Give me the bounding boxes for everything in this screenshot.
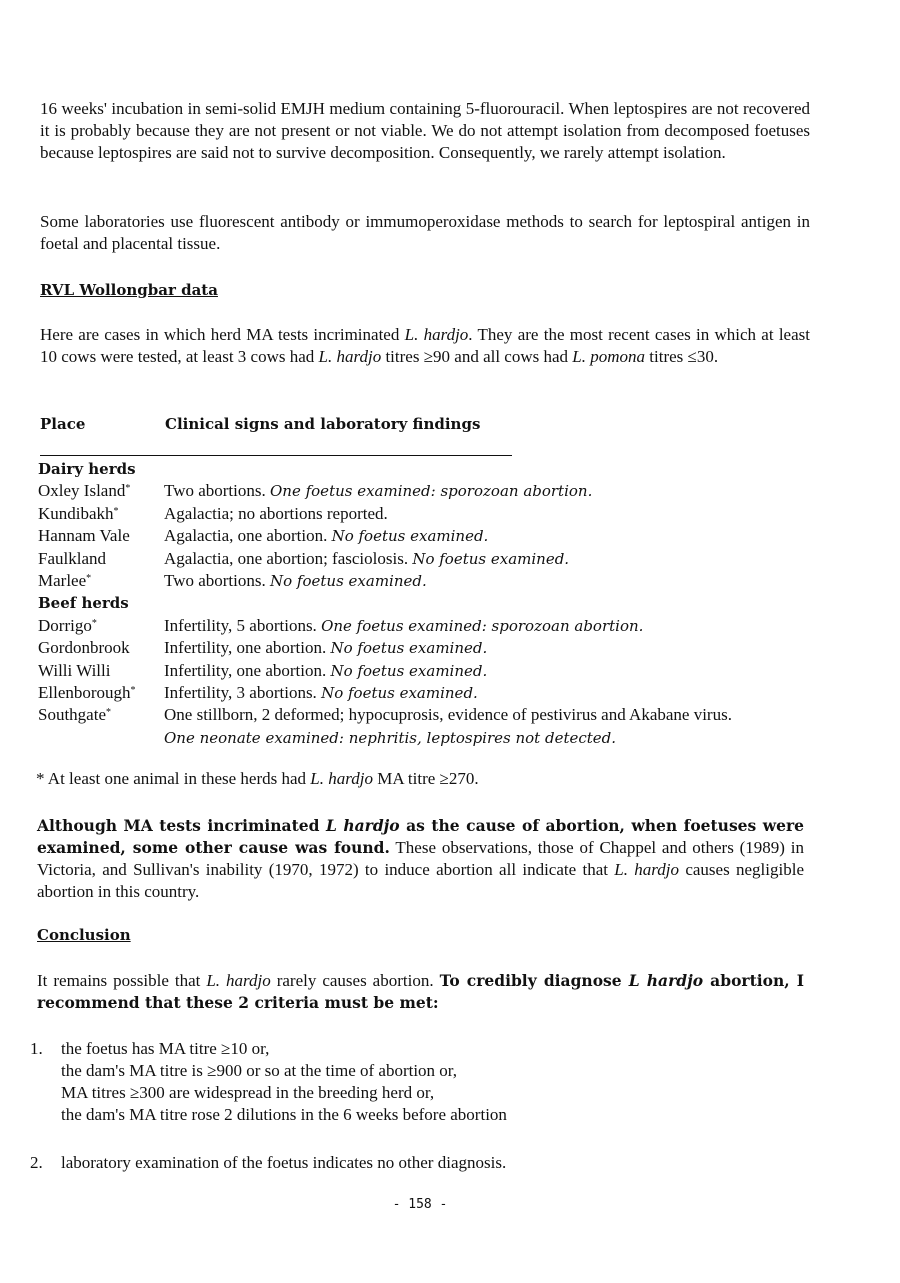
- rvl-text-a: Here are cases in which herd MA tests incriminated: [40, 325, 405, 344]
- findings-cell: [164, 525, 488, 547]
- findings-note: No foetus examined.: [270, 571, 427, 590]
- footnote-marker: *: [125, 483, 131, 495]
- summary-text-b: causes negligible abortion in this country.: [37, 860, 804, 901]
- findings-text: Infertility, one abortion.: [164, 660, 331, 680]
- findings-text: Infertility, one abortion.: [164, 638, 331, 658]
- rvl-text-d: titres ≤30.: [645, 347, 719, 366]
- group-row-dairy: [38, 458, 818, 480]
- place-name: Willi Willi: [38, 660, 111, 680]
- place-cell: [38, 548, 106, 570]
- criteria-line: the dam's MA titre rose 2 dilutions in the 6 weeks before abortion: [61, 1105, 507, 1124]
- place-cell: [38, 660, 110, 682]
- section-heading-conclusion: Conclusion: [37, 926, 131, 944]
- conclusion-paragraph: [37, 970, 804, 1014]
- group-label-dairy: Dairy herds: [38, 460, 136, 478]
- intro-paragraph-1: 16 weeks' incubation in semi-solid EMJH medium containing 5-fluorouracil. When leptospires are not recovered it is probably because they are not present or not viable. We do not attempt isolation from decomposed foetuses because leptospires are said not to survive decomposition. Consequently, we rarely attempt isolation.: [40, 99, 810, 162]
- table-header-findings: Clinical signs and laboratory findings: [165, 415, 481, 433]
- footnote-text-b: MA titre ≥270.: [372, 769, 479, 788]
- table-row: [38, 503, 818, 525]
- list-number: 2.: [30, 1153, 43, 1172]
- criteria-line: laboratory examination of the foetus indicates no other diagnosis.: [61, 1153, 507, 1172]
- place-name: Hannam Vale: [38, 526, 130, 546]
- species-name: L. hardjo: [206, 971, 271, 990]
- summary-paragraph: [37, 815, 804, 903]
- criteria-line: the dam's MA titre is ≥900 or so at the time of abortion or,: [61, 1061, 458, 1080]
- table-row: [38, 660, 818, 682]
- place-cell: [38, 637, 130, 659]
- summary-bold-a: Although MA tests incriminated: [37, 816, 326, 835]
- place-cell: [38, 480, 130, 502]
- findings-note: No foetus examined.: [321, 683, 478, 702]
- place-cell: [38, 615, 97, 637]
- table-row: [38, 637, 818, 659]
- table-row: [38, 704, 818, 726]
- findings-text: Infertility, 3 abortions.: [164, 682, 322, 702]
- conclusion-bold-b: abortion, I recommend that these 2 criteria must be met:: [37, 971, 804, 1012]
- findings-cell: [164, 615, 643, 637]
- page-number: - 158 -: [392, 1197, 448, 1212]
- footnote-marker: *: [106, 707, 111, 719]
- rvl-paragraph: [40, 324, 810, 368]
- place-name: Southgate: [38, 705, 106, 725]
- table-row: [38, 615, 818, 637]
- rvl-text-c: titres ≥90 and all cows had: [381, 347, 573, 366]
- table-row: [38, 548, 818, 570]
- table-row: [38, 480, 818, 502]
- place-name: Marlee: [38, 570, 87, 590]
- place-name: Kundibakh: [38, 503, 114, 523]
- species-name: L hardjo: [628, 971, 704, 990]
- findings-text: Agalactia, one abortion.: [164, 526, 332, 546]
- findings-text: Agalactia; no abortions reported.: [164, 503, 388, 523]
- findings-cell: [164, 503, 388, 525]
- findings-note: One neonate examined: nephritis, leptospires not detected.: [164, 728, 617, 747]
- findings-cell: [164, 548, 569, 570]
- findings-note: No foetus examined.: [412, 549, 570, 568]
- conclusion-bold-a: To credibly diagnose: [439, 971, 629, 990]
- species-name: L. hardjo: [614, 860, 680, 879]
- place-cell: [38, 682, 136, 704]
- findings-text: Two abortions.: [164, 481, 270, 501]
- findings-text: One stillborn, 2 deformed; hypocuprosis, evidence of pestivirus and Akabane virus.: [164, 705, 732, 725]
- species-name: L. hardjo: [310, 769, 373, 788]
- findings-note: One foetus examined: sporozoan abortion.: [270, 482, 593, 501]
- table-row: [38, 570, 818, 592]
- footnote: [36, 768, 806, 790]
- species-name: L. hardjo: [404, 325, 469, 344]
- findings-cell: [164, 637, 487, 659]
- species-name: L. hardjo: [318, 347, 382, 366]
- list-number: 1.: [30, 1039, 43, 1058]
- findings-text: Two abortions.: [164, 570, 270, 590]
- findings-cell: [164, 480, 592, 502]
- place-cell: [38, 704, 111, 726]
- findings-cell: [164, 570, 427, 592]
- footnote-marker: *: [91, 617, 97, 629]
- summary-bold-b: as the cause of abortion, when foetuses were examined, some other cause was found.: [37, 816, 804, 857]
- table-header-place: Place: [40, 415, 86, 433]
- findings-note: No foetus examined.: [331, 527, 489, 546]
- findings-cell: [164, 704, 732, 726]
- section-heading-rvl: RVL Wollongbar data: [40, 281, 218, 299]
- group-label-beef: Beef herds: [38, 594, 129, 613]
- findings-note: No foetus examined.: [330, 639, 488, 658]
- footnote-marker: *: [86, 572, 92, 584]
- group-row-beef: [38, 592, 818, 614]
- findings-text: Infertility, 5 abortions.: [164, 615, 322, 635]
- criteria-item-1-body: [61, 1038, 507, 1126]
- rvl-text-b: . They are the most recent cases in which at least 10 cows were tested, at least 3 cows had: [40, 325, 810, 366]
- place-name: Oxley Island: [38, 481, 126, 501]
- conclusion-text-a: It remains possible that: [37, 971, 207, 990]
- place-name: Dorrigo: [38, 615, 92, 635]
- table-header-rule: [40, 455, 512, 456]
- place-name: Ellenborough: [38, 682, 131, 702]
- place-name: Gordonbrook: [38, 638, 130, 658]
- place-cell: [38, 570, 91, 592]
- table-row: [38, 682, 818, 704]
- findings-note: One foetus examined: sporozoan abortion.: [321, 616, 644, 635]
- table-row: [38, 525, 818, 547]
- species-name: L hardjo: [325, 816, 400, 835]
- criteria-line: MA titres ≥300 are widespread in the breeding herd or,: [61, 1083, 435, 1102]
- place-cell: [38, 525, 130, 547]
- findings-text: Agalactia, one abortion; fasciolosis.: [164, 548, 413, 568]
- footnote-marker: *: [113, 505, 119, 517]
- footnote-marker: *: [130, 684, 136, 696]
- findings-cell: [164, 660, 487, 682]
- herd-table: [38, 458, 818, 749]
- criteria-line: the foetus has MA titre ≥10 or,: [61, 1039, 270, 1058]
- intro-paragraph-2: Some laboratories use fluorescent antibody or immumoperoxidase methods to search for leptospiral antigen in foetal and placental tissue.: [40, 212, 810, 253]
- species-name: L. pomona: [572, 347, 646, 366]
- findings-note: No foetus examined.: [330, 661, 488, 680]
- table-row-continuation: [38, 727, 818, 749]
- findings-cell: [164, 682, 478, 704]
- footnote-text-a: * At least one animal in these herds had: [36, 769, 311, 788]
- summary-text-a: These observations, those of Chappel and others (1989) in Victoria, and Sullivan's inability (1970, 1972) to induce abortion all indicate that: [37, 838, 804, 879]
- conclusion-text-b: rarely causes abortion.: [270, 971, 440, 990]
- place-name: Faulkland: [38, 548, 106, 568]
- place-cell: [38, 503, 119, 525]
